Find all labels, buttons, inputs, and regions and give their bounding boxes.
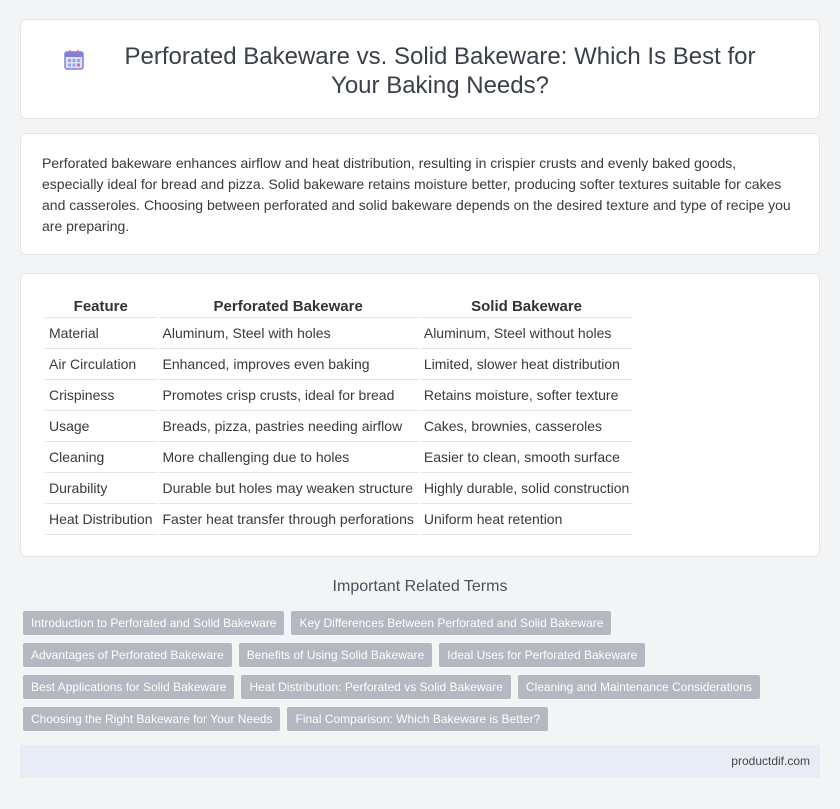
related-term-tag[interactable]: Choosing the Right Bakeware for Your Needs [23,707,280,731]
table-row [45,504,633,535]
related-term-tag[interactable]: Benefits of Using Solid Bakeware [239,643,432,667]
table-cell: Cakes, brownies, casseroles [420,411,633,442]
related-term-tag[interactable]: Best Applications for Solid Bakeware [23,675,234,699]
related-term-tag[interactable]: Introduction to Perforated and Solid Bakeware [23,611,284,635]
comparison-table [43,294,635,535]
table-cell: Enhanced, improves even baking [159,349,418,380]
footer-site-link[interactable]: productdif.com [731,754,810,768]
table-cell: Durable but holes may weaken structure [159,473,418,504]
table-cell: Material [45,318,157,349]
table-row [45,318,633,349]
table-header-solid: Solid Bakeware [420,294,633,318]
table-cell: Cleaning [45,442,157,473]
table-cell: Heat Distribution [45,504,157,535]
related-term-tag[interactable]: Final Comparison: Which Bakeware is Better? [287,707,548,731]
table-row [45,473,633,504]
related-terms-list [23,611,813,739]
table-header-row [45,294,633,318]
table-row [45,380,633,411]
table-cell: Retains moisture, softer texture [420,380,633,411]
title-card [20,19,820,119]
table-cell: Aluminum, Steel without holes [420,318,633,349]
table-cell: Uniform heat retention [420,504,633,535]
footer [20,745,820,778]
related-term-tag[interactable]: Key Differences Between Perforated and Solid Bakeware [291,611,611,635]
table-cell: Crispiness [45,380,157,411]
table-cell: Highly durable, solid construction [420,473,633,504]
table-row [45,349,633,380]
table-cell: Durability [45,473,157,504]
page-title: Perforated Bakeware vs. Solid Bakeware: Which Is Best for Your Baking Needs? [124,43,756,99]
table-cell: Air Circulation [45,349,157,380]
title-wrap [21,42,819,100]
table-cell: Usage [45,411,157,442]
table-cell: Limited, slower heat distribution [420,349,633,380]
comparison-table-card [20,273,820,557]
table-row [45,411,633,442]
table-header-perforated: Perforated Bakeware [159,294,418,318]
table-header-feature: Feature [45,294,157,318]
table-cell: Promotes crisp crusts, ideal for bread [159,380,418,411]
tag-row [23,611,813,635]
table-cell: Breads, pizza, pastries needing airflow [159,411,418,442]
related-term-tag[interactable]: Advantages of Perforated Bakeware [23,643,232,667]
tag-row [23,643,813,667]
related-term-tag[interactable]: Ideal Uses for Perforated Bakeware [439,643,645,667]
related-terms-heading: Important Related Terms [332,578,508,595]
related-term-tag[interactable]: Heat Distribution: Perforated vs Solid Bakeware [241,675,510,699]
intro-paragraph: Perforated bakeware enhances airflow and heat distribution, resulting in crispier crusts and evenly baked goods, especially ideal for bread and pizza. Solid bakeware retains moisture better, producing softer textures suitable for cakes and casseroles. Choosing between perforated and solid bakeware depends on the desired texture and type of recipe you are preparing. [42,155,791,234]
tag-row [23,707,813,731]
table-cell: Faster heat transfer through perforations [159,504,418,535]
table-cell: Aluminum, Steel with holes [159,318,418,349]
tag-row [23,675,813,699]
intro-card [20,133,820,255]
table-cell: Easier to clean, smooth surface [420,442,633,473]
related-term-tag[interactable]: Cleaning and Maintenance Considerations [518,675,760,699]
table-row [45,442,633,473]
table-cell: More challenging due to holes [159,442,418,473]
